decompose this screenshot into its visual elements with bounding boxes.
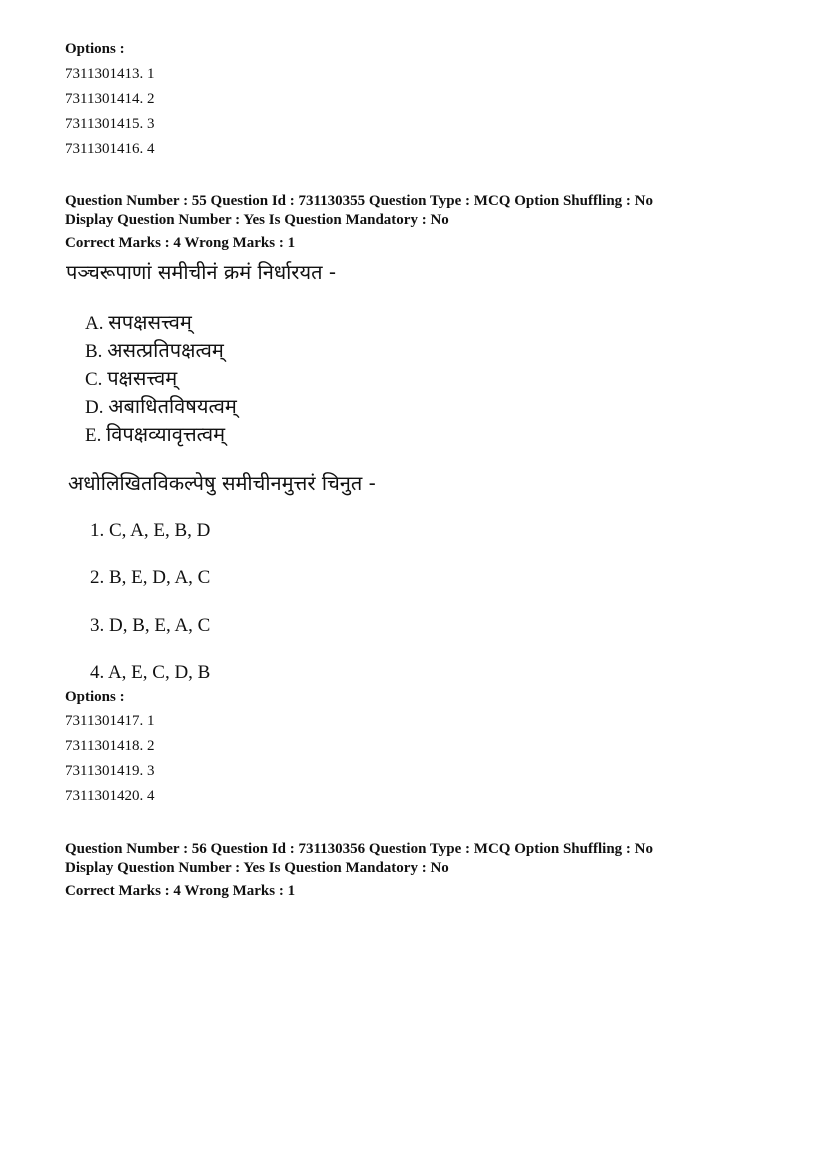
option-line: 7311301420. 4 [65, 788, 155, 804]
list-item-text: विपक्षव्यावृत्तत्वम् [106, 422, 226, 446]
option-line: 7311301413. 1 [65, 66, 155, 82]
list-item-text: अबाधितविषयत्वम् [108, 394, 237, 418]
question-meta-line: Display Question Number : Yes Is Question Mandatory : No [65, 212, 449, 228]
list-item [85, 421, 225, 448]
list-item-label: D. [85, 397, 104, 418]
options-heading: Options : [65, 689, 125, 705]
list-item [85, 393, 237, 420]
list-item-label: C. [85, 369, 103, 390]
list-item [85, 309, 192, 336]
list-item-label: B. [85, 341, 103, 362]
list-item [85, 337, 224, 364]
options-heading: Options : [65, 41, 125, 57]
question-marks: Correct Marks : 4 Wrong Marks : 1 [65, 883, 296, 899]
option-line: 7311301419. 3 [65, 763, 155, 779]
question-meta-line: Question Number : 56 Question Id : 731130356 Question Type : MCQ Option Shuffling : No [65, 841, 653, 857]
list-item-text: पक्षसत्त्वम् [107, 366, 178, 390]
question-instruction: अधोलिखितविकल्पेषु समीचीनमुत्तरं चिनुत - [68, 471, 376, 495]
answer-choice: 4. A, E, C, D, B [90, 662, 211, 683]
list-item-label: A. [85, 313, 104, 334]
list-item [85, 365, 177, 392]
option-line: 7311301414. 2 [65, 91, 155, 107]
option-line: 7311301415. 3 [65, 116, 155, 132]
option-line: 7311301418. 2 [65, 738, 155, 754]
question-prompt: पञ्चरूपाणां समीचीनं क्रमं निर्धारयत - [66, 260, 337, 284]
question-meta-line: Question Number : 55 Question Id : 731130355 Question Type : MCQ Option Shuffling : No [65, 193, 653, 209]
answer-choice: 3. D, B, E, A, C [90, 615, 211, 636]
answer-choice: 1. C, A, E, B, D [90, 520, 211, 541]
option-line: 7311301416. 4 [65, 141, 155, 157]
answer-choice: 2. B, E, D, A, C [90, 567, 211, 588]
question-meta-line: Display Question Number : Yes Is Question Mandatory : No [65, 860, 449, 876]
list-item-text: सपक्षसत्त्वम् [108, 310, 192, 334]
question-marks: Correct Marks : 4 Wrong Marks : 1 [65, 235, 296, 251]
option-line: 7311301417. 1 [65, 713, 155, 729]
list-item-text: असत्प्रतिपक्षत्वम् [107, 338, 224, 362]
list-item-label: E. [85, 425, 102, 446]
